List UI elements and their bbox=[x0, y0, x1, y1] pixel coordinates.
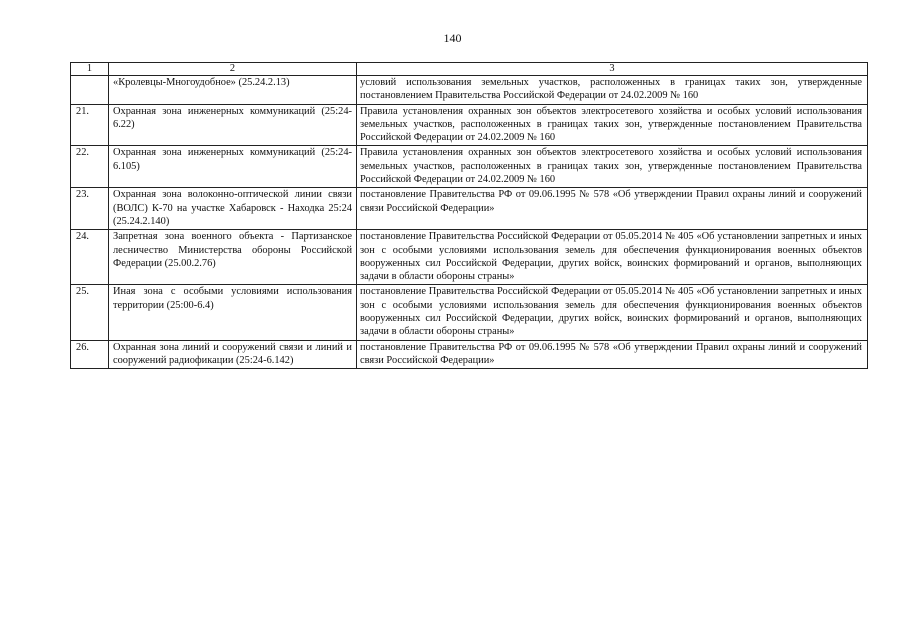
table-header bbox=[71, 63, 868, 76]
legal-basis: постановление Правительства Российской Федерации от 05.05.2014 № 405 «Об установлении запретных и иных зон с особыми условиями использования земель для обеспечения функционирования военных объектов вооруженных сил Российской Федерации, других войск, воинских формирований и органов, выполняющих задачи в области обороны страны» bbox=[357, 230, 868, 285]
zone-name: Запретная зона военного объекта - Партизанское лесничество Министерства обороны Российской Федерации (25.00.2.76) bbox=[109, 230, 357, 285]
zone-name: Охранная зона инженерных коммуникаций (25:24-6.22) bbox=[109, 104, 357, 146]
table-row bbox=[71, 340, 868, 369]
zone-name: Охранная зона волоконно-оптической линии связи (ВОЛС) К-70 на участке Хабаровск - Находка 25:24 (25.24.2.140) bbox=[109, 188, 357, 230]
row-number: 24. bbox=[71, 230, 109, 285]
table-row bbox=[71, 76, 868, 105]
column-header-1: 1 bbox=[71, 63, 109, 76]
legal-basis: Правила установления охранных зон объектов электросетевого хозяйства и особых условий использования земельных участков, расположенных в границах таких зон, утвержденные постановлением Правительства Российской Федерации от 24.02.2009 № 160 bbox=[357, 104, 868, 146]
zone-name: Охранная зона линий и сооружений связи и линий и сооружений радиофикации (25:24-6.142) bbox=[109, 340, 357, 369]
table-row bbox=[71, 188, 868, 230]
column-header-2: 2 bbox=[109, 63, 357, 76]
legal-basis: постановление Правительства РФ от 09.06.1995 № 578 «Об утверждении Правил охраны линий и сооружений связи Российской Федерации» bbox=[357, 340, 868, 369]
zones-table bbox=[70, 62, 868, 369]
page-number: 140 bbox=[443, 31, 462, 45]
table-body bbox=[71, 76, 868, 369]
legal-basis: постановление Правительства Российской Федерации от 05.05.2014 № 405 «Об установлении запретных и иных зон с особыми условиями использования земель для обеспечения функционирования военных объектов вооруженных сил Российской Федерации, других войск, воинских формирований и органов, выполняющих задачи в области обороны страны» bbox=[357, 285, 868, 340]
legal-basis: постановление Правительства РФ от 09.06.1995 № 578 «Об утверждении Правил охраны линий и сооружений связи Российской Федерации» bbox=[357, 188, 868, 230]
zone-name: «Кролевцы-Многоудобное» (25.24.2.13) bbox=[109, 76, 357, 105]
table-row bbox=[71, 104, 868, 146]
table-row bbox=[71, 146, 868, 188]
row-number: 26. bbox=[71, 340, 109, 369]
header-row bbox=[71, 63, 868, 76]
row-number: 22. bbox=[71, 146, 109, 188]
legal-basis: Правила установления охранных зон объектов электросетевого хозяйства и особых условий использования земельных участков, расположенных в границах таких зон, утвержденные постановлением Правительства Российской Федерации от 24.02.2009 № 160 bbox=[357, 146, 868, 188]
row-number: 25. bbox=[71, 285, 109, 340]
table-row bbox=[71, 285, 868, 340]
zone-name: Охранная зона инженерных коммуникаций (25:24-6.105) bbox=[109, 146, 357, 188]
row-number bbox=[71, 76, 109, 105]
row-number: 21. bbox=[71, 104, 109, 146]
legal-basis: условий использования земельных участков, расположенных в границах таких зон, утвержденные постановлением Правительства Российской Федерации от 24.02.2009 № 160 bbox=[357, 76, 868, 105]
row-number: 23. bbox=[71, 188, 109, 230]
column-header-3: 3 bbox=[357, 63, 868, 76]
table-row bbox=[71, 230, 868, 285]
zone-name: Иная зона с особыми условиями использования территории (25:00-6.4) bbox=[109, 285, 357, 340]
